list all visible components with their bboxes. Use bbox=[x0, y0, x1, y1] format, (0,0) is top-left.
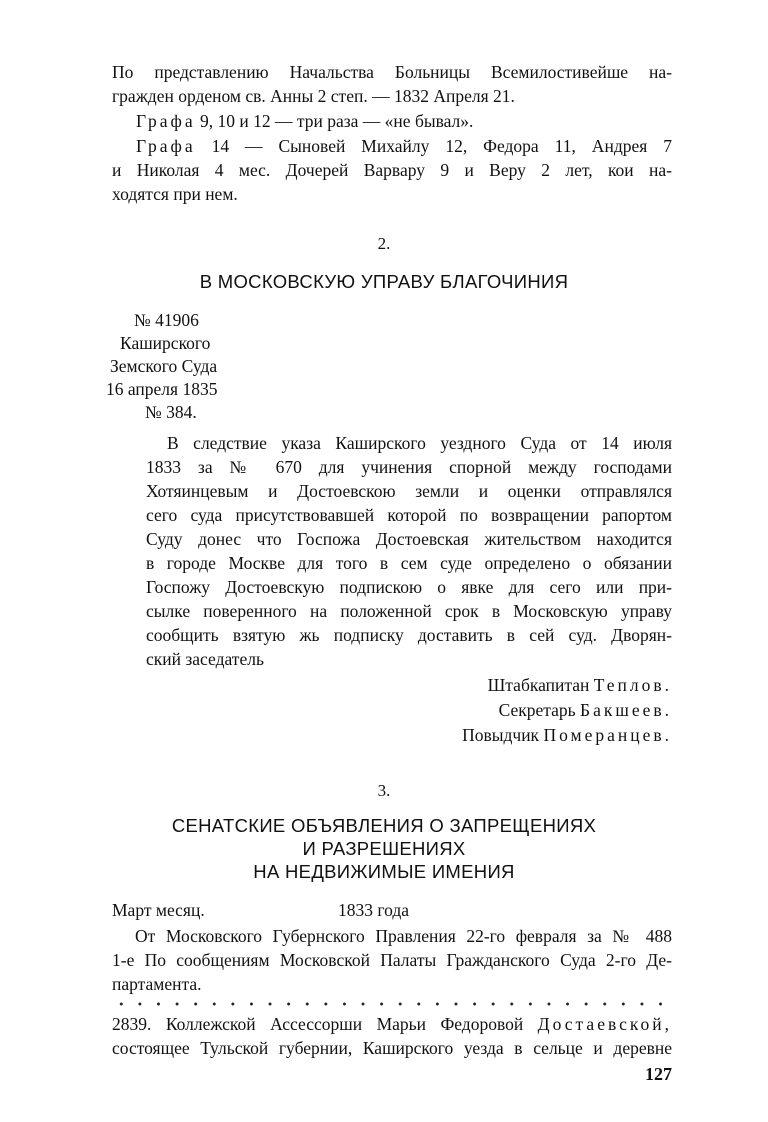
court-name-1: Каширского bbox=[120, 333, 211, 353]
grafa-9-text: 9, 10 и 12 — три раза — «не бывал». bbox=[195, 111, 474, 131]
signature-2-name: Бакшеев. bbox=[580, 700, 672, 720]
grafa-14-label: Графа bbox=[136, 136, 196, 156]
section1-line-1: По представлению Начальства Больницы Всемилостивейше на- bbox=[112, 62, 672, 82]
entry-line-2: состоящее Тульской губернии, Каширского уезда в сельце и деревне bbox=[112, 1038, 672, 1058]
section1-line-2: гражден орденом св. Анны 2 степ. — 1832 Апреля 21. bbox=[112, 86, 515, 106]
letter-line-5: Суду донес что Госпожа Достоевская жительством находится bbox=[146, 529, 672, 549]
doc-number: № 41906 bbox=[134, 310, 199, 330]
entry-name: Достаевской, bbox=[537, 1014, 672, 1034]
letter-line-10: ский заседатель bbox=[146, 649, 264, 669]
signature-1 bbox=[488, 673, 672, 697]
letter-line-3: Хотяинцевым и Достоевскою земли и оценки отправлялся bbox=[146, 481, 672, 501]
grafa-14-line-3: ходятся при нем. bbox=[112, 184, 238, 204]
signature-1-name: Теплов. bbox=[593, 675, 672, 695]
letter-line-8: сылке поверенного на положенной срок в Московскую управу bbox=[146, 601, 672, 621]
section3-number: 3. bbox=[377, 781, 391, 800]
grafa-14-text: 14 — Сыновей Михайлу 12, Федора 11, Андрея 7 bbox=[195, 136, 672, 156]
letter-line-7: Госпожу Достоевскую подпискою о явке для сего или при- bbox=[146, 577, 672, 597]
signature-3 bbox=[462, 723, 672, 747]
signature-1-role: Штабкапитан bbox=[487, 675, 590, 695]
section3-title-line-1: СЕНАТСКИЕ ОБЪЯВЛЕНИЯ О ЗАПРЕЩЕНИЯХ bbox=[171, 815, 597, 836]
section3-line-2: 1-е По сообщениям Московской Палаты Гражданского Суда 2-го Де- bbox=[112, 950, 672, 970]
signature-2 bbox=[499, 698, 672, 722]
section3-title-line-3: НА НЕДВИЖИМЫЕ ИМЕНИЯ bbox=[253, 861, 515, 882]
entry-prefix: 2839. Коллежской Ассессорши Марьи Федоровой bbox=[112, 1014, 538, 1034]
court-name-2: Земского Суда bbox=[110, 356, 218, 376]
month-label: Март месяц. bbox=[112, 900, 205, 920]
signature-3-role: Повыдчик bbox=[462, 725, 540, 745]
doc-date: 16 апреля 1835 bbox=[106, 379, 218, 399]
section3-line-3: партамента. bbox=[112, 974, 202, 994]
entry-line-1 bbox=[112, 1012, 672, 1036]
letter-line-2: 1833 за № 670 для учинения спорной между господами bbox=[146, 457, 672, 477]
page-number: 127 bbox=[645, 1064, 672, 1084]
section3-title-line-2: И РАЗРЕШЕНИЯХ bbox=[302, 838, 466, 859]
grafa-14-line bbox=[136, 134, 672, 158]
year-label: 1833 года bbox=[338, 900, 410, 920]
section2-number: 2. bbox=[377, 234, 391, 253]
signature-3-name: Померанцев. bbox=[543, 725, 672, 745]
section3-line-1: От Московского Губернского Правления 22-го февраля за № 488 bbox=[135, 926, 672, 946]
letter-line-4: сего суда присутствовавшей которой по возвращении рапортом bbox=[146, 505, 672, 525]
letter-line-9: сообщить взятую жь подписку доставить в сей суд. Дворян- bbox=[146, 625, 672, 645]
section2-title: В МОСКОВСКУЮ УПРАВУ БЛАГОЧИНИЯ bbox=[199, 271, 569, 292]
dotted-separator bbox=[112, 1001, 672, 1007]
grafa-9-line bbox=[136, 109, 473, 133]
letter-line-1: В следствие указа Каширского уездного Суда от 14 июля bbox=[167, 433, 672, 453]
grafa-14-line-2: и Николая 4 мес. Дочерей Варвару 9 и Веру 2 лет, кои на- bbox=[112, 160, 672, 180]
letter-line-6: в городе Москве для того в сем суде определено о обязании bbox=[146, 553, 672, 573]
grafa-9-label: Графа bbox=[136, 111, 196, 131]
signature-2-role: Секретарь bbox=[498, 700, 576, 720]
doc-ref-number: № 384. bbox=[145, 402, 197, 422]
